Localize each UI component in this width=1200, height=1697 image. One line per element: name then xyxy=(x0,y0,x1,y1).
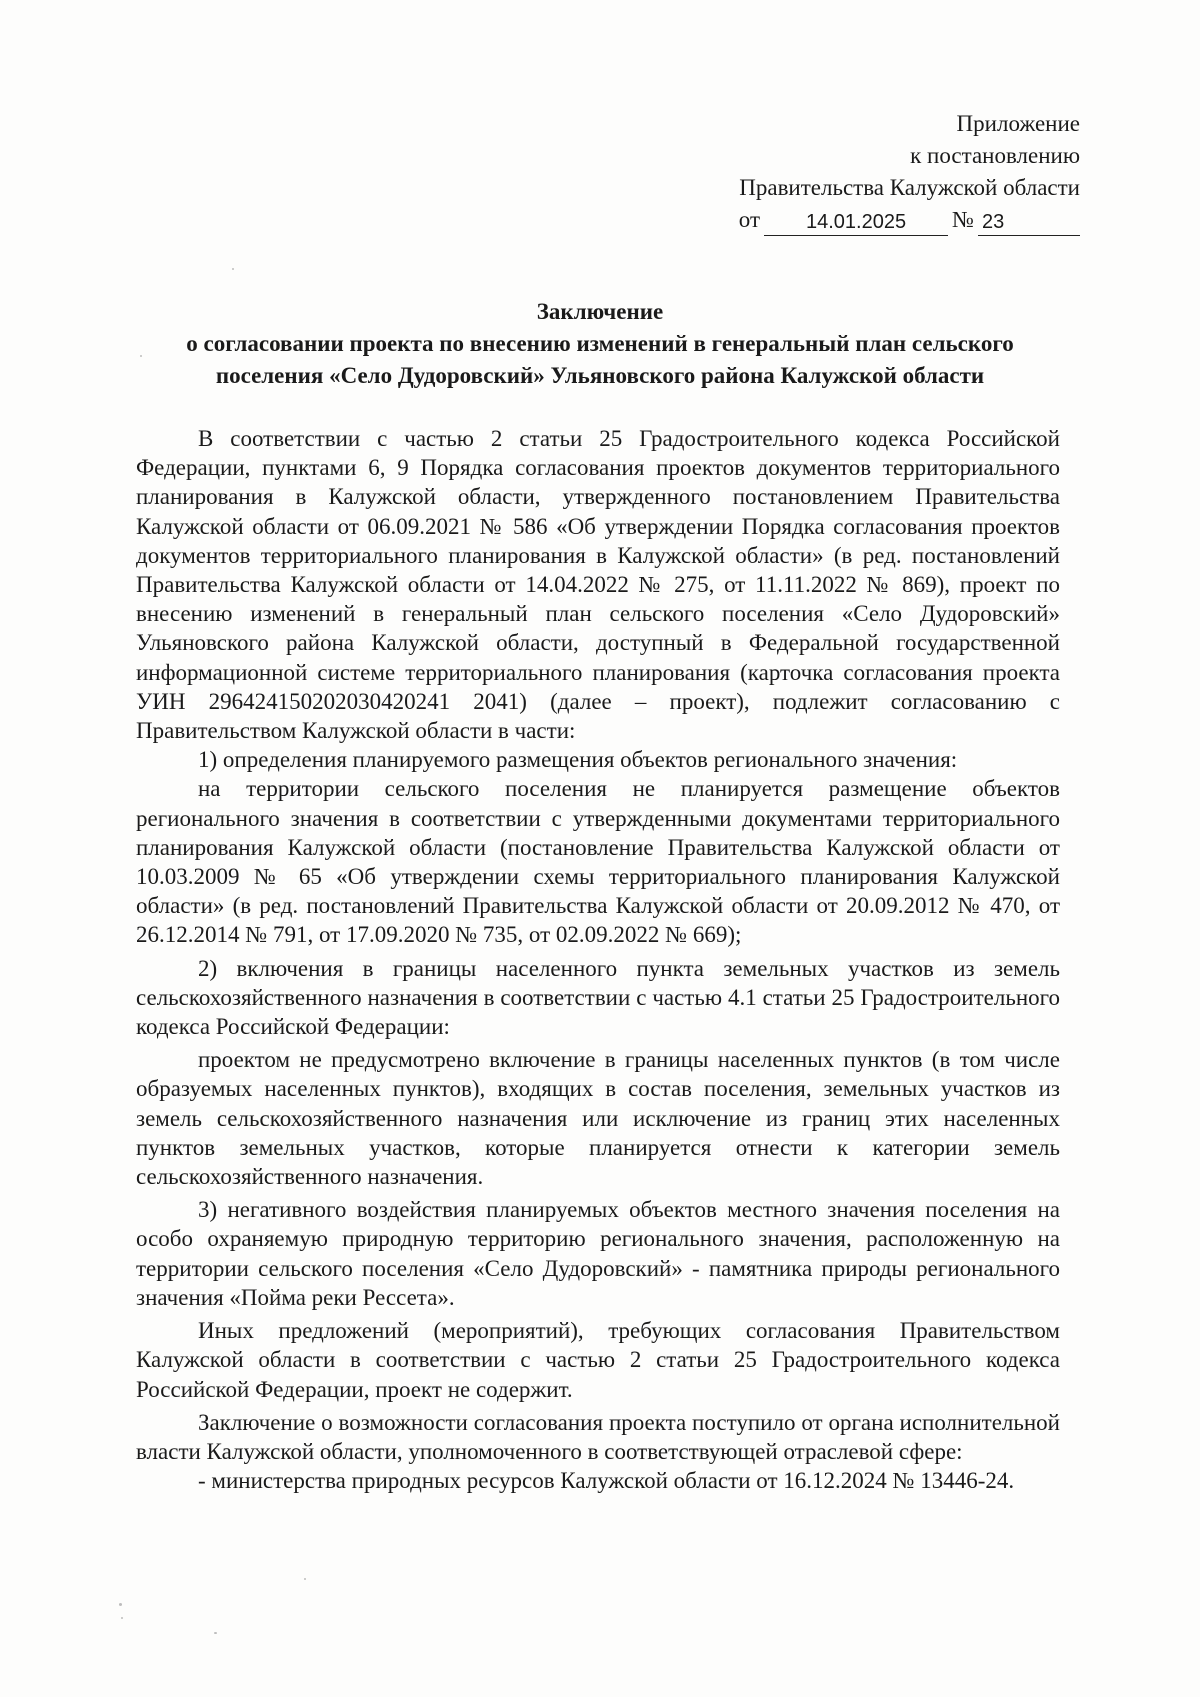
scan-speck xyxy=(304,1578,306,1580)
resolution-reference: к постановлению xyxy=(910,143,1080,168)
appendix-header xyxy=(620,108,1080,236)
scan-speck xyxy=(121,1617,123,1619)
title-line-1: Заключение xyxy=(536,299,664,324)
government-name: Правительства Калужской области xyxy=(739,175,1080,200)
date-number-line xyxy=(620,204,1080,236)
scan-speck xyxy=(214,1632,217,1634)
paragraph-intro: В соответствии с частью 2 статьи 25 Градостроительного кодекса Российской Федерации, пунктами 6, 9 Порядка согласования проектов документов территориального планирования в Калужской области, утвержденного постановлением Правительства Калужской области от 06.09.2021 № 586 «Об утверждении Порядка согласования проектов документов территориального планирования в Калужской области» (в ред. постановлений Правительства Калужской области от 14.04.2022 № 275, от 11.11.2022 № 869), проект по внесению изменений в генеральный план сельского поселения «Село Дудоровский» Ульяновского района Калужской области, доступный в Федеральной государственной информационной системе территориального планирования (карточка согласования проекта УИН 296424150202030420241 2041) (далее – проект), подлежит согласованию с Правительством Калужской области в части: xyxy=(136,426,1060,744)
document-title xyxy=(120,296,1080,392)
paragraph-ministry: - министерства природных ресурсов Калужской области от 16.12.2024 № 13446-24. xyxy=(198,1468,1015,1494)
scan-speck xyxy=(232,268,234,270)
appendix-label: Приложение xyxy=(956,111,1080,136)
from-label: от xyxy=(738,207,761,232)
scan-speck xyxy=(119,1603,122,1606)
number-label: № xyxy=(952,207,974,232)
paragraph-item-1: 1) определения планируемого размещения объектов регионального значения: xyxy=(198,747,958,773)
paragraph-item-2: 2) включения в границы населенного пункта земельных участков из земель сельскохозяйственного назначения в соответствии с частью 4.1 статьи 25 Градостроительного кодекса Российской Федерации: xyxy=(136,955,1060,1040)
paragraph-other-proposals: Иных предложений (мероприятий), требующих согласования Правительством Калужской области в соответствии с частью 2 статьи 25 Градостроительного кодекса Российской Федерации, проект не содержит. xyxy=(136,1318,1060,1402)
paragraph-item-3: 3) негативного воздействия планируемых объектов местного значения поселения на особо охраняемую природную территорию регионального значения, расположенную на территории сельского поселения «Село Дудоровский» - памятника природы регионального значения «Пойма реки Рессета». xyxy=(136,1197,1060,1310)
title-line-3: поселения «Село Дудоровский» Ульяновского района Калужской области xyxy=(215,363,985,388)
paragraph-item-1-detail: на территории сельского поселения не планируется размещение объектов регионального значения в соответствии с утвержденными документами территориального планирования Калужской области (постановление Правительства Калужской области от 10.03.2009 № 65 «Об утверждении схемы территориального планирования Калужской области» (в ред. постановлений Правительства Калужской области от 20.09.2012 № 470, от 26.12.2014 № 791, от 17.09.2020 № 735, от 02.09.2022 № 669); xyxy=(136,776,1060,948)
number-value: 23 xyxy=(978,209,1080,236)
document-body xyxy=(136,424,1060,1495)
paragraph-conclusion-source: Заключение о возможности согласования проекта поступило от органа исполнительной власти Калужской области, уполномоченного в соответствующей отраслевой сфере: xyxy=(136,1409,1060,1464)
paragraph-item-2-detail: проектом не предусмотрено включение в границы населенных пунктов (в том числе образуемых населенных пунктов), входящих в состав поселения, земельных участков из земель сельскохозяйственного назначения или исключение из границ этих населенных пунктов земельных участков, которые планируется отнести к категории земель сельскохозяйственного назначения. xyxy=(136,1047,1060,1190)
date-value: 14.01.2025 xyxy=(764,209,948,236)
title-line-2: о согласовании проекта по внесению изменений в генеральный план сельского xyxy=(186,331,1014,356)
scan-speck xyxy=(140,355,142,357)
